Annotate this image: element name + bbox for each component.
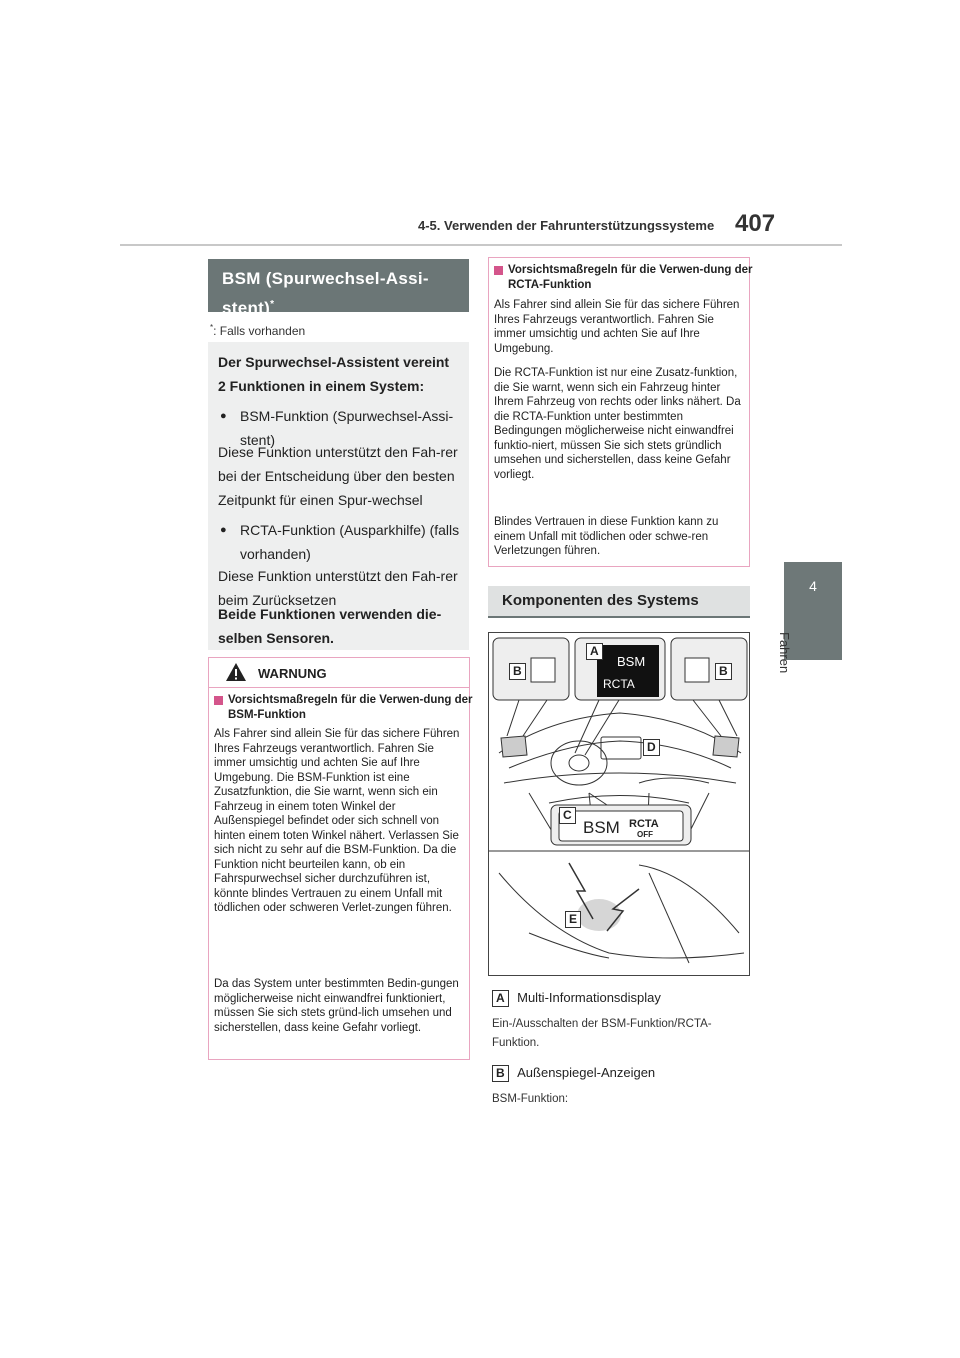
page-number: 407	[735, 210, 776, 237]
footnote	[210, 323, 305, 338]
dashboard-illustration	[489, 633, 750, 976]
figure-label-b-right: B	[715, 663, 732, 680]
outro-line-2: selben Sensoren.	[218, 630, 334, 646]
figure-label-c: C	[559, 807, 576, 824]
footnote-text: : Falls vorhanden	[213, 324, 306, 338]
switch-rcta-text: RCTA	[629, 818, 659, 830]
section-heading-text: BSM (Spurwechsel-Assi-stent)	[222, 269, 429, 318]
section-title: 4-5. Verwenden der Fahrunterstützungssysteme	[418, 218, 715, 233]
item-b-title: Außenspiegel-Anzeigen	[517, 1065, 656, 1080]
warning-para-2: Da das System unter bestimmten Bedin-gungen möglicherweise nicht einwandfrei funktioniert, müssen Sie sich stets gründ-lich umsehen und sicherstellen, dass keine Gefahr vorliegt.	[214, 978, 459, 1034]
intro-line-2: 2 Funktionen in einem System:	[218, 378, 425, 394]
figure-label-a: A	[586, 643, 603, 660]
item-b	[492, 1064, 655, 1082]
warning-icon	[225, 662, 247, 682]
chapter-tab	[784, 562, 842, 660]
rcta-warning-para-2: Die RCTA-Funktion ist nur eine Zusatz-funktion, die Sie warnt, wenn sich ein Fahrzeug hinter Ihrem Fahrzeug von rechts oder links nähert. Da die RCTA-Funktion unter bestimmten Bedingungen möglicherweise nicht einwandfrei funktio-niert, müssen Sie sich stets gründlich umsehen und sicherstellen, dass keine Gefahr vorliegt.	[494, 367, 741, 481]
item-b-label: B	[492, 1065, 509, 1082]
item-a-label: A	[492, 990, 509, 1007]
warning-para-1: Als Fahrer sind allein Sie für das sichere Führen Ihres Fahrzeugs verantwortlich. Fahren Sie immer umsichtig und achten Sie auf Ihre Umgebung. Die BSM-Funktion ist eine Zusatzfunktion, die Sie warnt, wenn sich ein Fahrzeug in einem toten Winkel der Außenspiegel befindet oder sich schnell von hinten einem toten Winkel nähert. Verlassen Sie sich nicht zu sehr auf die BSM-Funktion. Da die Funktion nicht beurteilen kann, ob ein Fahrspurwechsel sicher durchzuführen ist, könnte blindes Vertrauen zu einem Unfall mit tödlichen oder schweren Verlet-zungen führen.	[214, 728, 460, 914]
desc-rcta: Diese Funktion unterstützt den Fah-rer beim Zurücksetzen	[218, 568, 458, 608]
item-a-desc-2: Funktion.	[492, 1037, 540, 1049]
item-a-title: Multi-Informationsdisplay	[517, 990, 661, 1005]
item-b-desc: BSM-Funktion:	[492, 1093, 569, 1105]
switch-off-text: OFF	[637, 830, 653, 839]
footnote-mark: *	[210, 323, 214, 332]
mid-bsm-text: BSM	[617, 654, 646, 669]
header-rule	[120, 244, 842, 246]
warning-divider	[208, 687, 470, 688]
switch-bsm-text: BSM	[583, 818, 620, 837]
mid-rcta-text: RCTA	[603, 677, 635, 691]
chapter-number: 4	[809, 578, 817, 594]
warning-heading: Vorsichtsmaßregeln für die Verwen-dung der BSM-Funktion	[214, 693, 473, 722]
outro-line-1: Beide Funktionen verwenden die-	[218, 606, 442, 622]
figure-label-e: E	[565, 911, 581, 928]
figure-label-d: D	[643, 739, 660, 756]
item-a-desc-1: Ein-/Ausschalten der BSM-Funktion/RCTA-	[492, 1018, 712, 1030]
warning-title: WARNUNG	[258, 666, 327, 681]
item-a	[492, 989, 661, 1007]
bullet-rcta: ● RCTA-Funktion (Ausparkhilfe) (falls vorhanden)	[218, 518, 485, 566]
rcta-warning-para-1: Als Fahrer sind allein Sie für das sichere Führen Ihres Fahrzeugs verantwortlich. Fahren Sie immer umsichtig und achten Sie auf Ihre Umgebung.	[494, 299, 740, 355]
system-components-figure	[488, 632, 750, 976]
intro-line-1: Der Spurwechsel-Assistent vereint	[218, 354, 450, 370]
components-heading: Komponenten des Systems	[502, 592, 699, 609]
heading-footnote-mark: *	[270, 299, 275, 310]
rcta-warning-heading: Vorsichtsmaßregeln für die Verwen-dung der RCTA-Funktion	[494, 263, 753, 292]
rcta-warning-para-3: Blindes Vertrauen in diese Funktion kann zu einem Unfall mit tödlichen oder schwe-ren Verletzungen führen.	[494, 516, 719, 557]
section-heading	[222, 266, 462, 322]
bullet-bsm: ● BSM-Funktion (Spurwechsel-Assi-stent)	[218, 404, 485, 452]
chapter-label: Fahren	[777, 632, 792, 674]
desc-bsm: Diese Funktion unterstützt den Fah-rer bei der Entscheidung über den besten Zeitpunkt für einen Spur-wechsel	[218, 444, 458, 508]
figure-label-b-left: B	[509, 663, 526, 680]
